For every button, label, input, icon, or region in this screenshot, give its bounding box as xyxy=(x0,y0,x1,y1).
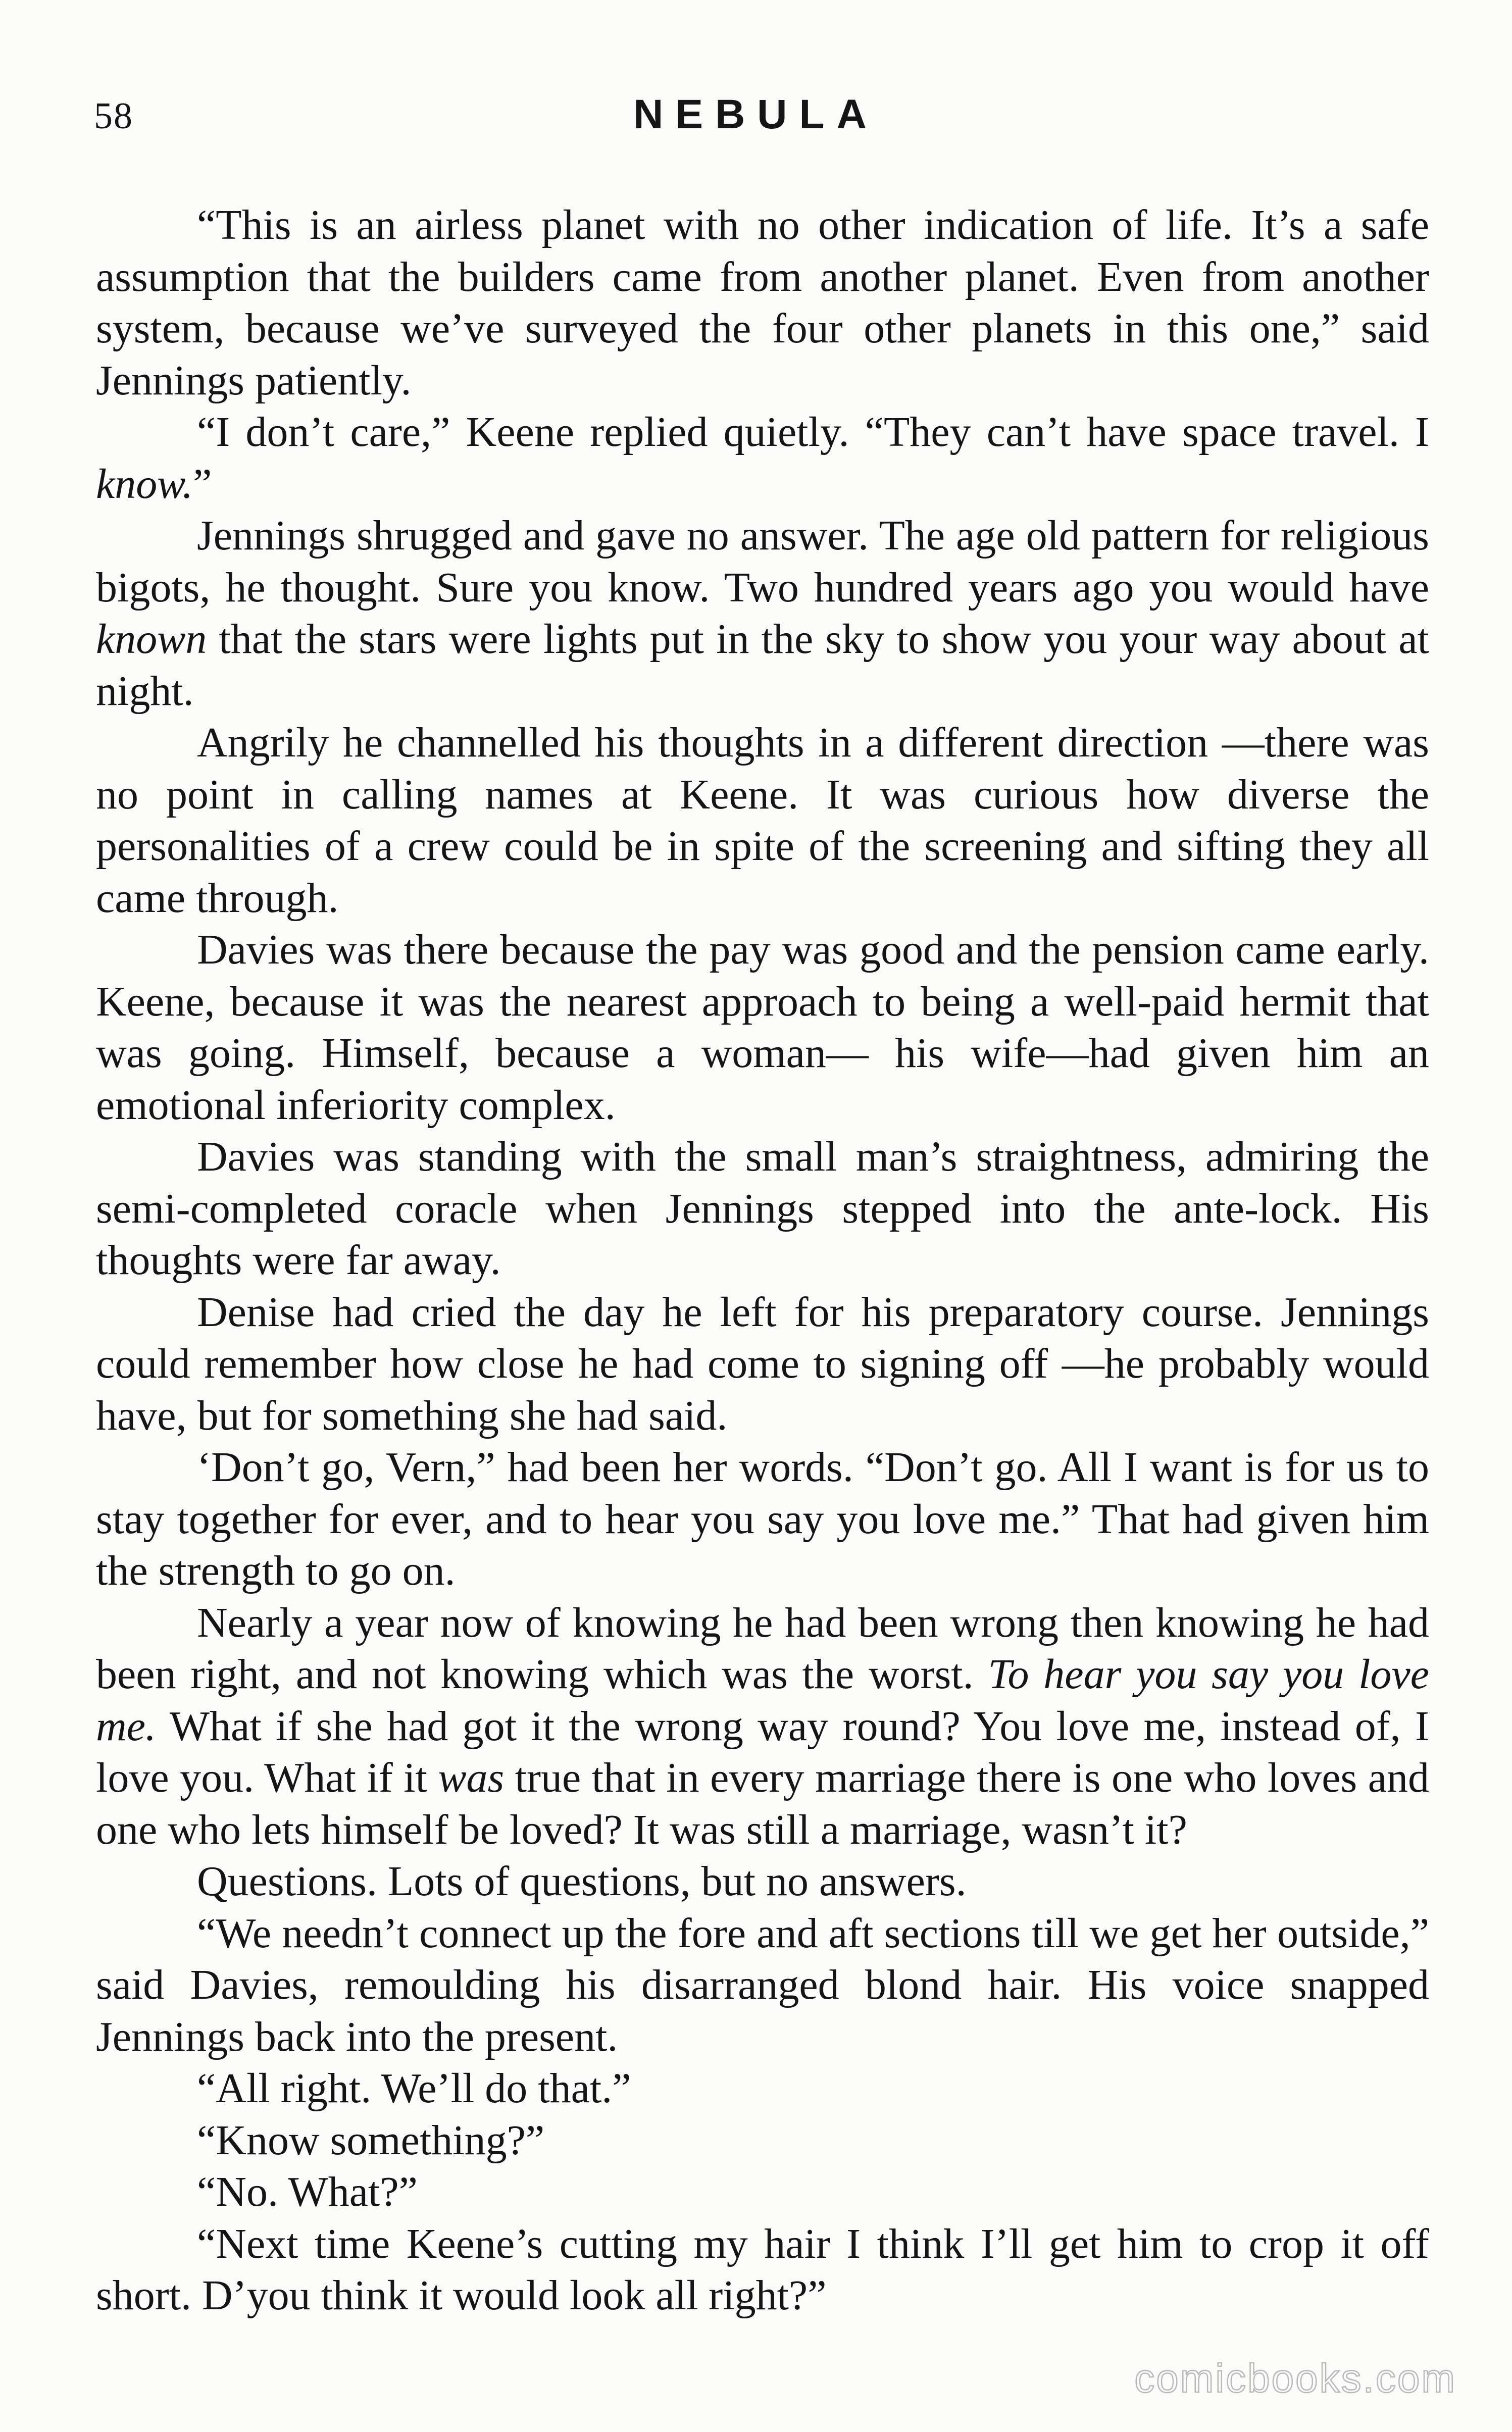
text-run: “No. What?” xyxy=(197,2168,418,2215)
text-run: Nearly a year now of knowing he had been wrong then knowing he had been right, and not knowing which was the worst. xyxy=(96,1599,1429,1698)
body-text xyxy=(96,199,1429,2322)
text-run: “We needn’t connect up the fore and aft sections till we get her outside,” said Davies, remoulding his disarranged blond hair. His voice snapped Jennings back into the present. xyxy=(96,1909,1429,2060)
text-run: true that in every marriage there is one who loves and one who lets himself be loved? It was still a marriage, wasn’t it? xyxy=(96,1754,1430,1853)
paragraph xyxy=(96,924,1429,1131)
text-run: Davies was standing with the small man’s straightness, admiring the semi-completed coracle when Jennings stepped into the ante-lock. His thoughts were far away. xyxy=(96,1133,1429,1284)
italic-text: To hear you say you love me. xyxy=(96,1651,1429,1750)
text-run: that the stars were lights put in the sky to show you your way about at night. xyxy=(96,616,1429,715)
text-run: Angrily he channelled his thoughts in a different direction —there was no point in calling names at Keene. It was curious how diverse the personalities of a crew could be in spite of the screening and sifting they all came through. xyxy=(96,719,1429,922)
text-run: ” xyxy=(193,460,212,508)
text-run: Denise had cried the day he left for his preparatory course. Jennings could remember how close he had come to signing off —he probably would have, but for something she had said. xyxy=(96,1288,1429,1439)
paragraph xyxy=(96,510,1429,717)
watermark: comicbooks.com xyxy=(1134,2356,1456,2401)
text-run: “I don’t care,” Keene replied quietly. “They can’t have space travel. I xyxy=(197,409,1429,455)
paragraph xyxy=(96,1856,1429,1908)
page-number: 58 xyxy=(94,95,133,137)
paragraph xyxy=(96,2218,1429,2322)
text-run: “Know something?” xyxy=(197,2116,545,2164)
paragraph xyxy=(96,1908,1429,2063)
paragraph xyxy=(96,1597,1429,1856)
paragraph xyxy=(96,1287,1429,1442)
text-run: Questions. Lots of questions, but no answers. xyxy=(197,1858,967,1905)
text-run: “This is an airless planet with no other indication of life. It’s a safe assumption that the builders came from another planet. Even from another system, because we’ve surveyed the four other planets in this one,” said Jennings patiently. xyxy=(96,201,1429,404)
text-run: “Next time Keene’s cutting my hair I think I’ll get him to crop it off short. D’you think it would look all right?” xyxy=(96,2220,1429,2319)
text-run: “All right. We’ll do that.” xyxy=(197,2065,631,2112)
text-run: ‘Don’t go, Vern,” had been her words. “Don’t go. All I want is for us to stay together for ever, and to hear you say you love me.” That had given him the strength to go on. xyxy=(96,1444,1429,1594)
italic-text: was xyxy=(438,1754,505,1801)
paragraph xyxy=(96,2063,1429,2115)
paragraph xyxy=(96,1442,1429,1597)
italic-text: know. xyxy=(96,460,193,508)
paragraph xyxy=(96,2115,1429,2167)
paragraph xyxy=(96,407,1429,510)
italic-text: known xyxy=(96,616,207,663)
paragraph xyxy=(96,199,1429,407)
text-run: What if she had got it the wrong way round? You love me, instead of, I love you. What if it xyxy=(96,1702,1429,1801)
paragraph xyxy=(96,1131,1429,1287)
running-head: NEBULA xyxy=(633,91,879,137)
paragraph xyxy=(96,717,1429,924)
text-run: Jennings shrugged and gave no answer. The age old pattern for religious bigots, he thought. Sure you know. Two hundred years ago you would have xyxy=(96,512,1429,611)
paragraph xyxy=(96,2166,1429,2218)
text-run: Davies was there because the pay was good and the pension came early. Keene, because it was the nearest approach to being a well-paid hermit that was going. Himself, because a woman— his wife—had given him an emotional inferiority complex. xyxy=(96,926,1429,1129)
